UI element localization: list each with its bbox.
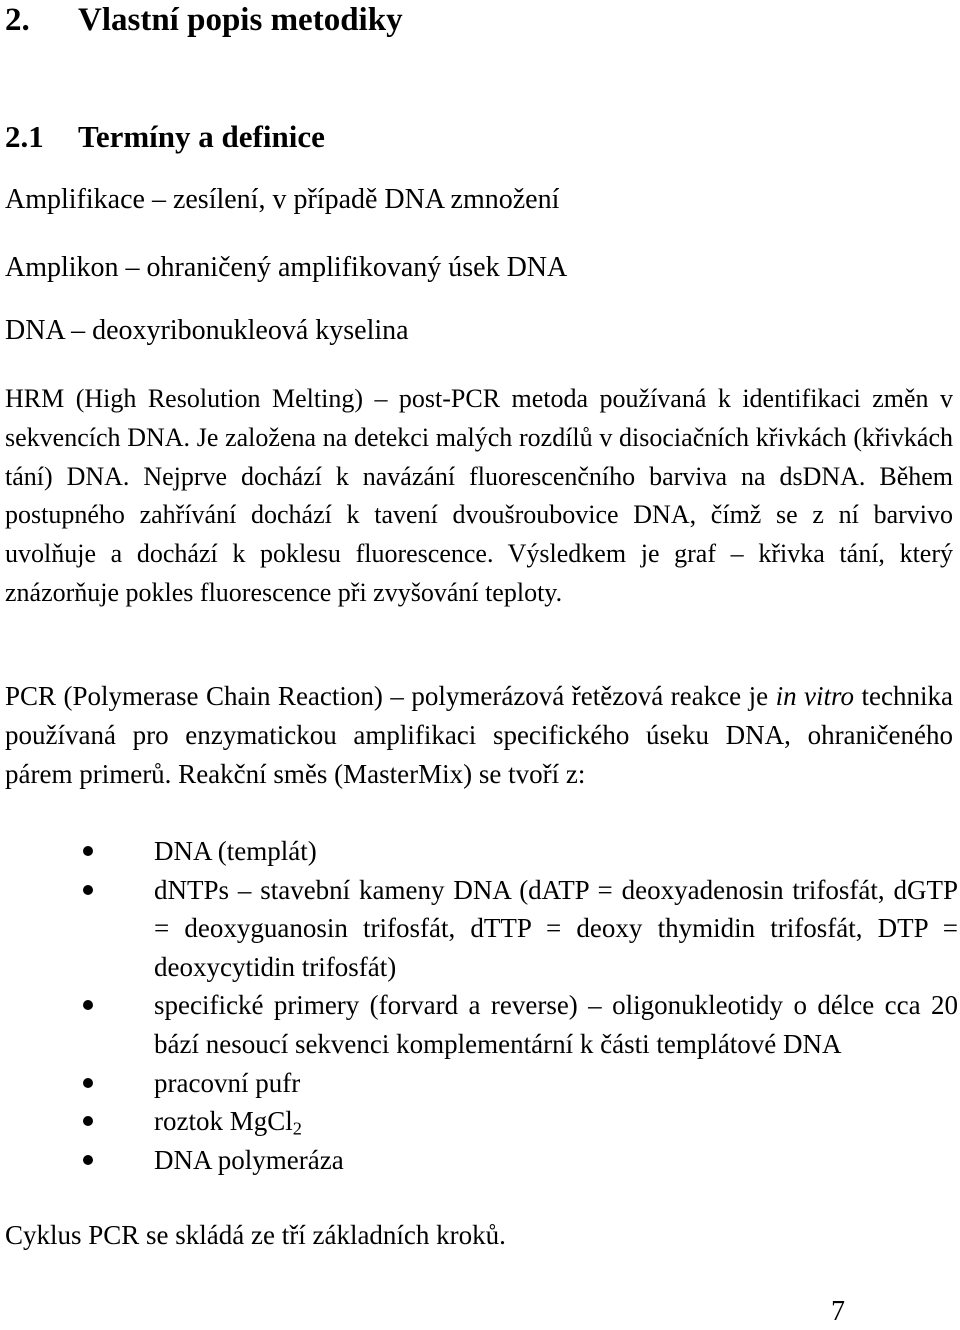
section-number: 2. bbox=[5, 2, 30, 38]
pcr-in-vitro: in vitro bbox=[775, 681, 855, 711]
definition-amplifikace: Amplifikace – zesílení, v případě DNA zmnožení bbox=[5, 184, 560, 215]
subsection-heading bbox=[5, 118, 325, 156]
subscript-2: 2 bbox=[292, 1118, 302, 1139]
bullet-icon bbox=[83, 1078, 93, 1088]
section-heading bbox=[5, 0, 403, 40]
list-item bbox=[0, 1141, 960, 1180]
list-item-text: pracovní pufr bbox=[154, 1067, 301, 1098]
list-item-text: dNTPs – stavební kameny DNA (dATP = deoxyadenosin trifosfát, dGTP = deoxyguanosin trifosfát, dTTP = deoxy thymidin trifosfát, DTP = deoxycytidin trifosfát) bbox=[154, 874, 958, 982]
closing-sentence: Cyklus PCR se skládá ze tří základních kroků. bbox=[5, 1220, 506, 1250]
list-item bbox=[0, 1102, 960, 1141]
definition-pcr bbox=[5, 677, 953, 793]
list-item bbox=[0, 986, 960, 1063]
bullet-icon bbox=[83, 1155, 93, 1165]
section-title: Vlastní popis metodiky bbox=[78, 2, 403, 38]
pcr-rest: technika používaná pro enzymatickou amplifikaci specifického úseku DNA, ohraničeného párem primerů. Reakční směs (MasterMix) se tvoří z: bbox=[5, 681, 953, 789]
definition-hrm: HRM (High Resolution Melting) – post-PCR metoda používaná k identifikaci změn v sekvencích DNA. Je založena na detekci malých rozdílů v disociačních křivkách (křivkách tání) DNA. Nejprve dochází k navázání fluorescenčního barviva na dsDNA. Během postupného zahřívání dochází k tavení dvoušroubovice DNA, čímž se z ní barvivo uvolňuje a dochází k poklesu fluorescence. Výsledkem je graf – křivka tání, který znázorňuje pokles fluorescence při zvyšování teploty. bbox=[5, 384, 953, 607]
list-item-text: DNA polymeráza bbox=[154, 1144, 344, 1175]
pcr-intro: PCR (Polymerase Chain Reaction) – polymerázová řetězová reakce je bbox=[5, 681, 776, 711]
subsection-title: Termíny a definice bbox=[78, 119, 325, 154]
list-item-text: DNA (templát) bbox=[154, 836, 317, 866]
bullet-icon bbox=[83, 846, 93, 856]
list-item-text: specifické primery (forvard a reverse) – oligonukleotidy o délce cca 20 bází nesoucí sekvenci komplementární k části templátové DNA bbox=[154, 990, 958, 1059]
page-number: 7 bbox=[831, 1296, 845, 1327]
list-item bbox=[0, 871, 960, 987]
bullet-icon bbox=[83, 1116, 93, 1126]
definition-amplikon: Amplikon – ohraničený amplifikovaný úsek DNA bbox=[5, 252, 568, 283]
mastermix-list bbox=[0, 832, 960, 1179]
list-item-text: roztok MgCl bbox=[154, 1106, 293, 1137]
bullet-icon bbox=[83, 1000, 93, 1010]
subsection-number: 2.1 bbox=[5, 119, 44, 154]
list-item bbox=[0, 832, 960, 871]
definition-dna: DNA – deoxyribonukleová kyselina bbox=[5, 315, 409, 346]
list-item bbox=[0, 1064, 960, 1103]
bullet-icon bbox=[83, 885, 93, 895]
